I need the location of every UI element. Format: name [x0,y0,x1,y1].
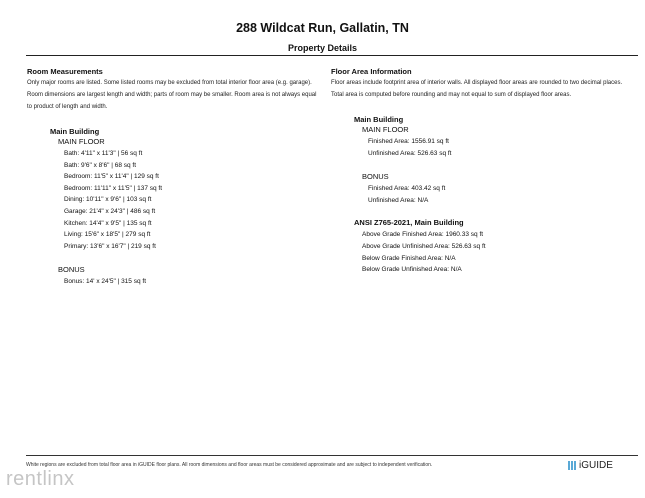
floor-area-heading: Floor Area Information [331,67,412,76]
room-item: Living: 15'6" x 18'5" | 279 sq ft [64,231,151,239]
room-bonus-label: BONUS [58,265,85,275]
footer-note: White regions are excluded from total floor area in iGUIDE floor plans. All room dimensions and floor areas must be considered approximate and are subject to independent verification. [26,462,433,468]
room-item: Bedroom: 11'11" x 11'5" | 137 sq ft [64,184,163,192]
main-floor-room-list [27,148,317,252]
header-divider [26,55,638,56]
room-item: Bonus: 14' x 24'5" | 315 sq ft [64,278,147,286]
ansi-item: Above Grade Unfinished Area: 526.63 sq ft [362,242,486,250]
room-measurements-heading: Room Measurements [27,67,103,76]
area-item: Finished Area: 403.42 sq ft [368,185,446,193]
room-main-floor-label: MAIN FLOOR [58,137,105,146]
room-item: Primary: 13'6" x 16'7" | 219 sq ft [64,242,156,250]
room-building-heading: Main Building [50,127,100,136]
footer-divider [26,455,638,456]
area-building-heading: Main Building [354,115,404,124]
main-floor-area-list [331,136,631,159]
watermark: rentlinx [6,468,75,490]
page-subtitle: Property Details [287,43,358,53]
room-item: Garage: 21'4" x 24'3" | 486 sq ft [64,207,156,215]
page-title: 288 Wildcat Run, Gallatin, TN [236,21,409,35]
ansi-item: Below Grade Finished Area: N/A [362,254,456,262]
area-main-floor-label: MAIN FLOOR [362,125,409,134]
ansi-item: Below Grade Unfinished Area: N/A [362,266,462,274]
room-measurements-section [27,67,317,288]
area-item: Unfinished Area: 526.63 sq ft [368,149,452,157]
area-item: Unfinished Area: N/A [368,196,429,204]
room-item: Bedroom: 11'5" x 11'4" | 129 sq ft [64,173,159,181]
ansi-item: Above Grade Finished Area: 1960.33 sq ft [362,231,484,239]
room-item: Dining: 10'11" x 9'6" | 103 sq ft [64,196,152,204]
area-bonus-label: BONUS [362,172,389,182]
room-item: Bath: 4'11" x 11'3" | 56 sq ft [64,150,143,157]
bonus-area-list [331,183,631,206]
bonus-room-list [27,276,317,288]
room-item: Bath: 9'6" x 8'6" | 68 sq ft [64,161,137,169]
iguide-logo-icon [568,461,577,470]
area-item: Finished Area: 1556.91 sq ft [368,138,449,145]
floor-area-section [331,67,631,276]
ansi-area-list [331,229,631,275]
room-measurements-description: Only major rooms are listed. Some listed rooms may be excluded from total interior floor area (e.g. garage). Room dimensions are largest length and width; parts of room may be smaller. Room area is not always equal to product of length and width. [27,80,317,110]
floor-area-description: Floor areas include footprint area of interior walls. All displayed floor areas are rounded to two decimal places. Total area is computed before rounding and may not equal to sum of displayed floor areas. [331,80,623,98]
iguide-logo-text: iGUIDE [579,460,613,471]
room-item: Kitchen: 14'4" x 9'5" | 135 sq ft [64,219,152,227]
iguide-logo [568,460,613,471]
ansi-heading: ANSI Z765-2021, Main Building [354,218,464,228]
